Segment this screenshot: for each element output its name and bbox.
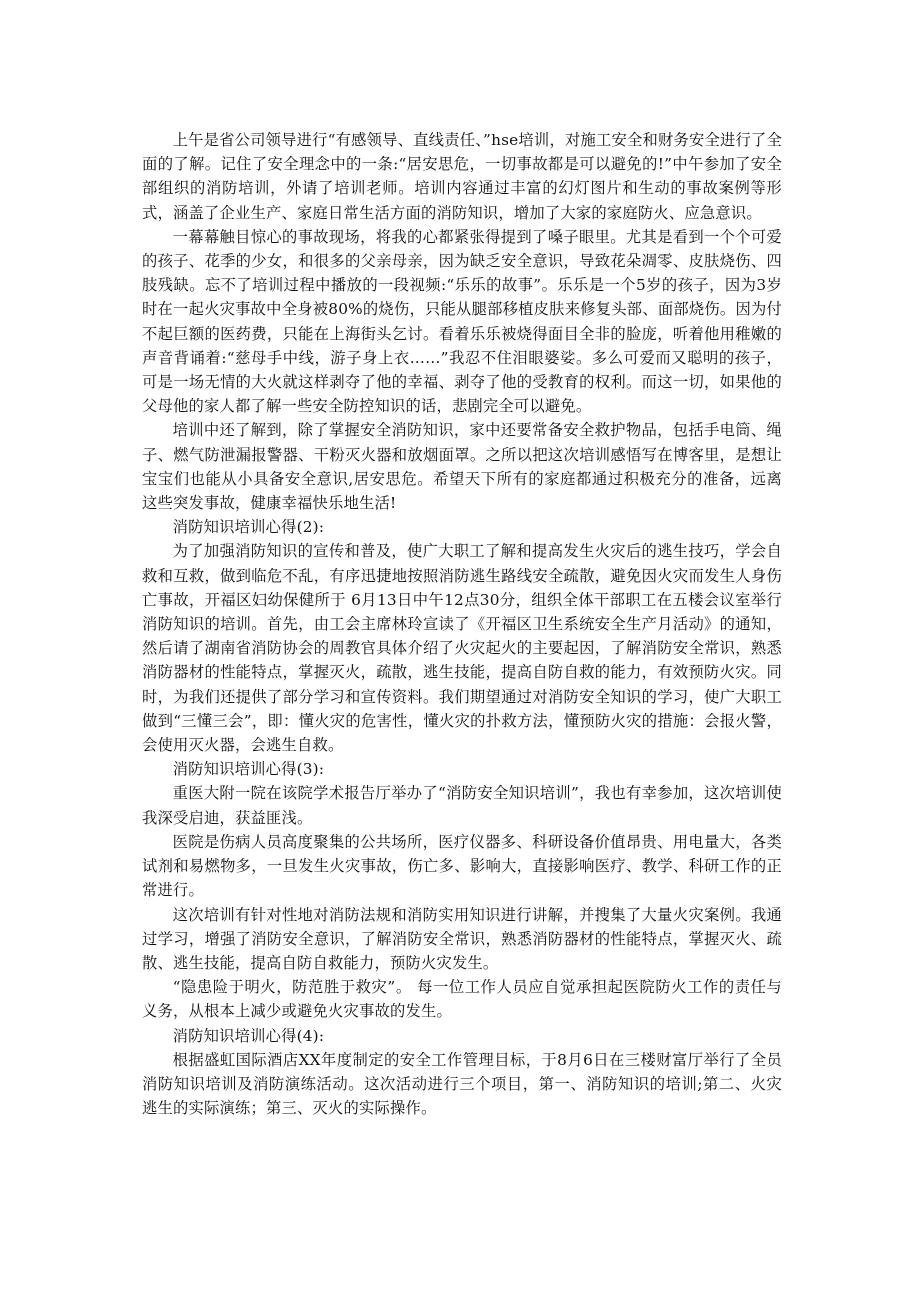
paragraph-4: 为了加强消防知识的宣传和普及，使广大职工了解和提高发生火灾后的逃生技巧，学会自救和互救，做到临危不乱，有序迅捷地按照消防逃生路线安全疏散，避免因火灾而发生人身伤亡事故，开福区妇幼保健所于 6月13日中午12点30分，组织全体干部职工在五楼会议室举行消防知识的培训。首先，由工会主席林玲宣读了《开福区卫生系统安全生产月活动》的通知，然后请了湖南省消防协会的周教官具体介绍了火灾起火的主要起因，了解消防安全常识，熟悉消防器材的性能特点，掌握灭火，疏散，逃生技能，提高自防自救的能力，有效预防火灾。同时，为我们还提供了部分学习和宣传资料。我们期望通过对消防安全知识的学习，使广大职工做到“三懂三会”，即：懂火灾的危害性，懂火灾的扑救方法，懂预防火灾的措施：会报火警，会使用灭火器，会逃生自救。 [142, 542, 782, 755]
section-heading-4: 消防知识培训心得(4): [172, 1026, 325, 1045]
paragraph-7: 这次培训有针对性地对消防法规和消防实用知识进行讲解，并搜集了大量火灾案例。我通过学习，增强了消防安全意识，了解消防安全常识，熟悉消防器材的性能特点，掌握灭火、疏散、逃生技能，提高自防自救能力，预防火灾发生。 [142, 905, 782, 972]
paragraph-8: “隐患险于明火，防范胜于救灾”。 每一位工作人员应自觉承担起医院防火工作的责任与义务，从根本上减少或避免火灾事故的发生。 [142, 978, 782, 1021]
paragraph-6: 医院是伤病人员高度聚集的公共场所，医疗仪器多、科研设备价值昂贵、用电量大，各类试剂和易燃物多，一旦发生火灾事故，伤亡多、影响大，直接影响医疗、教学、科研工作的正常进行。 [142, 832, 782, 900]
section-heading-3: 消防知识培训心得(3): [172, 760, 325, 779]
section-heading-2: 消防知识培训心得(2): [172, 518, 325, 537]
paragraph-2: 一幕幕触目惊心的事故现场，将我的心都紧张得提到了嗓子眼里。尤其是看到一个个可爱的孩子、花季的少女，和很多的父亲母亲，因为缺乏安全意识，导致花朵凋零、皮肤烧伤、四肢残缺。忘不了培训过程中播放的一段视频:“乐乐的故事”。乐乐是一个5岁的孩子，因为3岁时在一起火灾事故中全身被80%的烧伤，只能从腿部移植皮肤来修复头部、面部烧伤。因为付不起巨额的医药费，只能在上海街头乞讨。看着乐乐被烧得面目全非的脸庞，听着他用稚嫩的声音背诵着:“慈母手中线，游子身上衣……”我忍不住泪眼婆娑。多么可爱而又聪明的孩子，可是一场无情的大火就这样剥夺了他的幸福、剥夺了他的受教育的权利。而这一切，如果他的父母他的家人都了解一些安全防控知识的话，悲剧完全可以避免。 [142, 227, 782, 416]
paragraph-5: 重医大附一院在该院学术报告厅举办了“消防安全知识培训”，我也有幸参加，这次培训使我深受启迪，获益匪浅。 [142, 784, 782, 827]
document-body [142, 128, 782, 1120]
paragraph-3: 培训中还了解到，除了掌握安全消防知识，家中还要常备安全救护物品，包括手电筒、绳子、燃气防泄漏报警器、干粉灭火器和放烟面罩。之所以把这次培训感悟写在博客里，是想让宝宝们也能从小具备安全意识,居安思危。希望天下所有的家庭都通过积极充分的准备，远离这些突发事故，健康幸福快乐地生活! [142, 421, 782, 513]
paragraph-9: 根据盛虹国际酒店XX年度制定的安全工作管理目标，于8月6日在三楼财富厅举行了全员消防知识培训及消防演练活动。这次活动进行三个项目，第一、消防知识的培训;第二、火灾逃生的实际演练；第三、灭火的实际操作。 [142, 1050, 782, 1118]
paragraph-1: 上午是省公司领导进行“有感领导、直线责任、”hse培训，对施工安全和财务安全进行了全面的了解。记住了安全理念中的一条:“居安思危，一切事故都是可以避免的!”中午参加了安全部组织的消防培训，外请了培训老师。培训内容通过丰富的幻灯图片和生动的事故案例等形式，涵盖了企业生产、家庭日常生活方面的消防知识，增加了大家的家庭防火、应急意识。 [142, 131, 782, 222]
